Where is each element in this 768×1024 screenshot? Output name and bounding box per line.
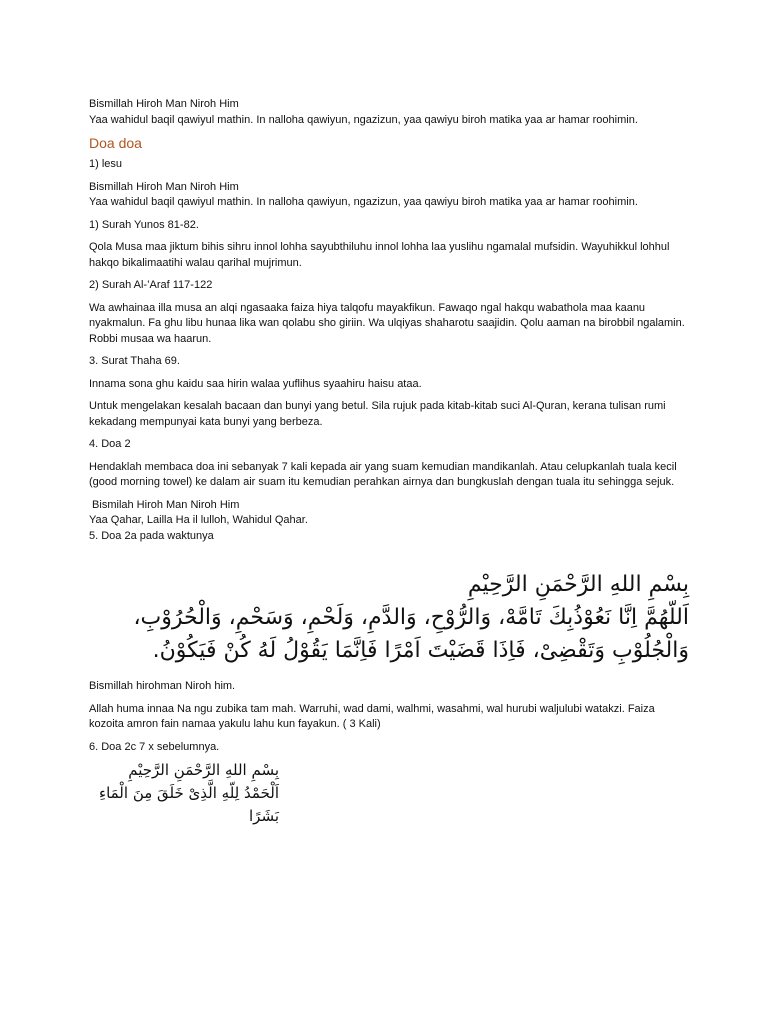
doa2c-title: 6. Doa 2c 7 x sebelumnya. bbox=[89, 740, 220, 753]
doa2a-latin-title: Bismillah hirohman Niroh him. bbox=[89, 680, 236, 692]
thaha-title: 3. Surat Thaha 69. bbox=[89, 355, 180, 367]
note-text: Untuk mengelakan kesalah bacaan dan bunyi yang betul. Sila rujuk pada kitab-kitab suci Al-Quran, kerana tulisan rumi kekadang mempunyai kata bunyi yang berbeza. bbox=[89, 400, 666, 428]
doa2c-arabic-prayer: اَلْحَمْدُ لِلّهِ الَّذِىْ خَلَقَ مِنَ الْمَاءِ بَشَرًا bbox=[99, 784, 279, 825]
yunus-title: 1) Surah Yunos 81-82. bbox=[89, 218, 199, 231]
doa2a-arabic-prayer: اَللّهُمَّ اِنَّا نَعُوْذُبِكَ تَامَّهْ، وَالرُّوْحِ، وَالدَّمِ، وَلَحْمِ، وَسَحْمِ، وَالْحُرُوْبِ، وَالْجُلُوْبِ وَتَقْضِىْ، فَاِذَا قَضَيْتَ اَمْرًا فَاِنَّمَا يَقُوْلُ لَهُ كُنْ فَيَكُوْنُ. bbox=[133, 605, 689, 663]
doa2c-arabic-bismillah: بِسْمِ اللهِ الرَّحْمَنِ الرَّحِيْمِ bbox=[128, 761, 279, 779]
doa2-bismillah: Bismilah Hiroh Man Niroh Him bbox=[89, 498, 240, 511]
doa2-line: Yaa Qahar, Lailla Ha il lulloh, Wahidul Qahar. bbox=[89, 514, 308, 526]
doa2a-arabic-bismillah: بِسْمِ اللهِ الرَّحْمَنِ الرَّحِيْمِ bbox=[467, 572, 689, 597]
lesu-prayer: Yaa wahidul baqil qawiyul mathin. In nalloha qawiyun, ngazizun, yaa qawiyu biroh matika yaa ar hamar roohimin. bbox=[89, 196, 638, 208]
document-page bbox=[89, 97, 689, 828]
section-heading: Doa doa bbox=[89, 135, 142, 151]
doa2-instructions: Hendaklah membaca doa ini sebanyak 7 kali kepada air yang suam kemudian mandikanlah. Atau celupkanlah tuala kecil (good morning towel) ke dalam air suam itu kemudian perahkan airnya dan bungkuslah dengan tuala itu sehingga sejuk. bbox=[89, 460, 677, 488]
doa2-title: 4. Doa 2 bbox=[89, 438, 131, 450]
intro-prayer: Yaa wahidul baqil qawiyul mathin. In nalloha qawiyun, ngazizun, yaa qawiyu biroh matika yaa ar hamar roohimin. bbox=[89, 113, 638, 126]
doa2a-latin-text: Allah huma innaa Na ngu zubika tam mah. Warruhi, wad dami, walhmi, wasahmi, wal hurubi waljulubi watakzi. Faiza kozoita amron fain namaa yakulu lahu kun fayakun. ( 3 Kali) bbox=[89, 702, 655, 730]
lesu-title: 1) lesu bbox=[89, 158, 123, 170]
araf-title: 2) Surah Al-’Araf 117-122 bbox=[89, 279, 213, 291]
lesu-bismillah: Bismillah Hiroh Man Niroh Him bbox=[89, 180, 239, 193]
thaha-text: Innama sona ghu kaidu saa hirin walaa yuflihus syaahiru haisu ataa. bbox=[89, 377, 422, 390]
intro-bismillah: Bismillah Hiroh Man Niroh Him bbox=[89, 98, 239, 110]
doa2a-title: 5. Doa 2a pada waktunya bbox=[89, 529, 214, 542]
araf-text: Wa awhainaa illa musa an alqi ngasaaka faiza hiya talqofu mayakfikun. Fawaqo ngal hakqu wabathola maa kaanu nyakmalun. Fa ghu libu hunaa lika wan qolabu sho giriin. Wa ulqiyas shaharotu saajidin. Qolu aaman na birobbil ngalamin. Robbi musaa wa haarun. bbox=[89, 301, 685, 345]
yunus-text: Qola Musa maa jiktum bihis sihru innol lohha sayubthiluhu innol lohha laa yuslihu ngamalal mufsidin. Wayuhikkul lohhul hakqo bikalimaatihi walau qarihal mujrimun. bbox=[89, 241, 670, 269]
